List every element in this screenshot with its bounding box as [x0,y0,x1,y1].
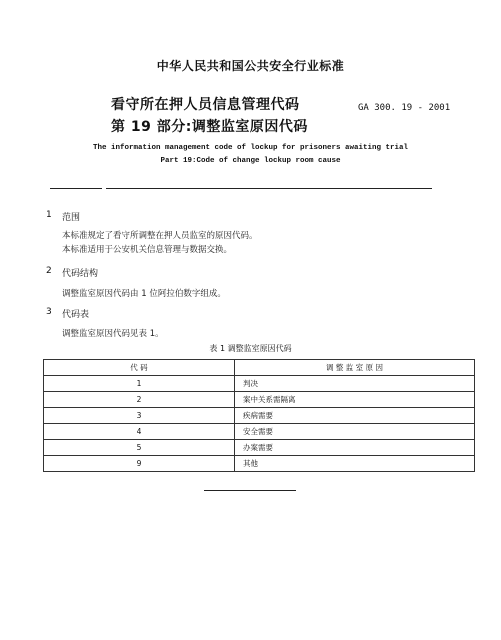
table-caption: 表 1 调整监室原因代码 [209,344,292,353]
reason-cell: 安全需要 [235,424,475,440]
reason-cell: 案中关系需隔离 [235,392,475,408]
section-1-number: 1 [46,210,52,220]
section-2-number: 2 [46,266,52,276]
section-3-heading: 代码表 [62,310,90,320]
table-row [44,424,475,440]
code-cell: 3 [44,408,235,424]
reason-cell: 办案需要 [235,440,475,456]
table-row [44,376,475,392]
english-title: The information management code of lockup for prisoners awaiting trial [92,144,409,152]
code-cell: 1 [44,376,235,392]
section-3-paragraph: 调整监室原因代码见表 1。 [62,329,164,339]
reason-cell: 其他 [235,456,475,472]
document-subtitle: 第 19 部分:调整监室原因代码 [111,119,308,135]
english-subtitle: Part 19:Code of change lockup room cause [160,157,341,165]
code-cell: 9 [44,456,235,472]
section-1-heading: 范围 [62,213,81,223]
section-3-number: 3 [46,307,52,317]
divider-rule-long [106,188,432,189]
divider-rule-short [50,188,102,189]
column-header-code: 代 码 [44,360,235,376]
section-1-paragraph: 本标准适用于公安机关信息管理与数据交换。 [62,245,233,255]
section-2-heading: 代码结构 [62,269,99,279]
standard-category-heading: 中华人民共和国公共安全行业标准 [156,59,345,73]
code-cell: 5 [44,440,235,456]
table-row [44,392,475,408]
document-title: 看守所在押人员信息管理代码 [111,97,300,113]
table-header-row [44,360,475,376]
reason-cell: 判决 [235,376,475,392]
section-1-paragraph: 本标准规定了看守所调整在押人员监室的原因代码。 [62,231,258,241]
reason-cell: 疾病需要 [235,408,475,424]
code-cell: 2 [44,392,235,408]
standard-code: GA 300. 19 - 2001 [358,103,451,113]
section-2-paragraph: 调整监室原因代码由 1 位阿拉伯数字组成。 [62,289,226,299]
column-header-reason: 调 整 监 室 原 因 [235,360,475,376]
table-row [44,456,475,472]
reason-code-table [43,359,475,472]
end-of-document-rule [204,490,296,491]
code-cell: 4 [44,424,235,440]
table-row [44,408,475,424]
table-row [44,440,475,456]
